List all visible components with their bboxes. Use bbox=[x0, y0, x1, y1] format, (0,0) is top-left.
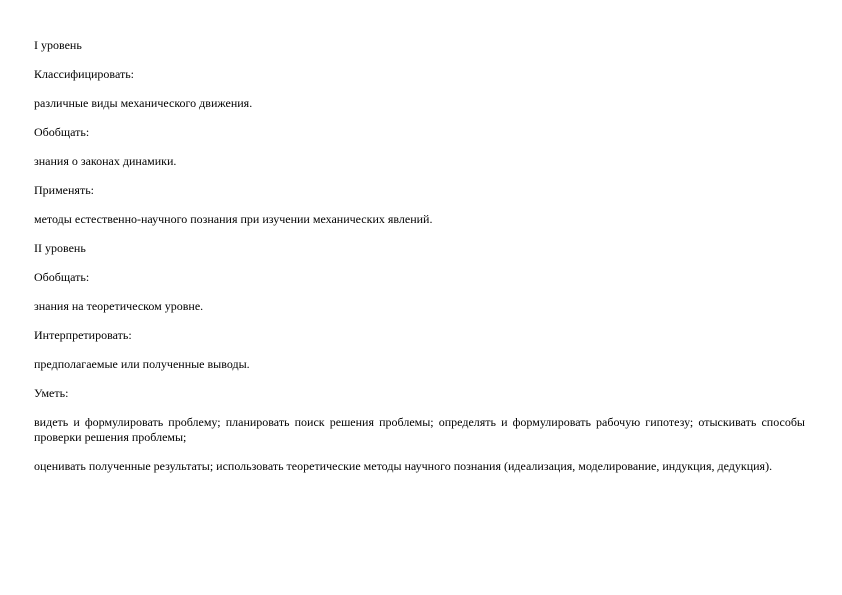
level-2-heading: II уровень bbox=[34, 241, 86, 255]
generalize-label-2: Обобщать: bbox=[34, 270, 90, 284]
skills-label: Уметь: bbox=[34, 386, 69, 400]
generalize-label: Обобщать: bbox=[34, 125, 90, 139]
apply-label: Применять: bbox=[34, 183, 94, 197]
apply-text: методы естественно-научного познания при изучении механических явлений. bbox=[34, 212, 433, 226]
level-1-heading: I уровень bbox=[34, 38, 82, 52]
interpret-label: Интерпретировать: bbox=[34, 328, 132, 342]
classify-label: Классифицировать: bbox=[34, 67, 135, 81]
generalize-text: знания о законах динамики. bbox=[34, 154, 177, 168]
skills-text-1: видеть и формулировать проблему; планировать поиск решения проблемы; определять и формулировать рабочую гипотезу; отыскивать способы проверки решения проблемы; bbox=[34, 415, 805, 444]
document-body bbox=[34, 38, 805, 488]
generalize-text-2: знания на теоретическом уровне. bbox=[34, 299, 204, 313]
skills-text-2: оценивать полученные результаты; использовать теоретические методы научного познания (идеализация, моделирование, индукция, дедукция). bbox=[34, 459, 773, 473]
interpret-text: предполагаемые или полученные выводы. bbox=[34, 357, 250, 371]
classify-text: различные виды механического движения. bbox=[34, 96, 253, 110]
